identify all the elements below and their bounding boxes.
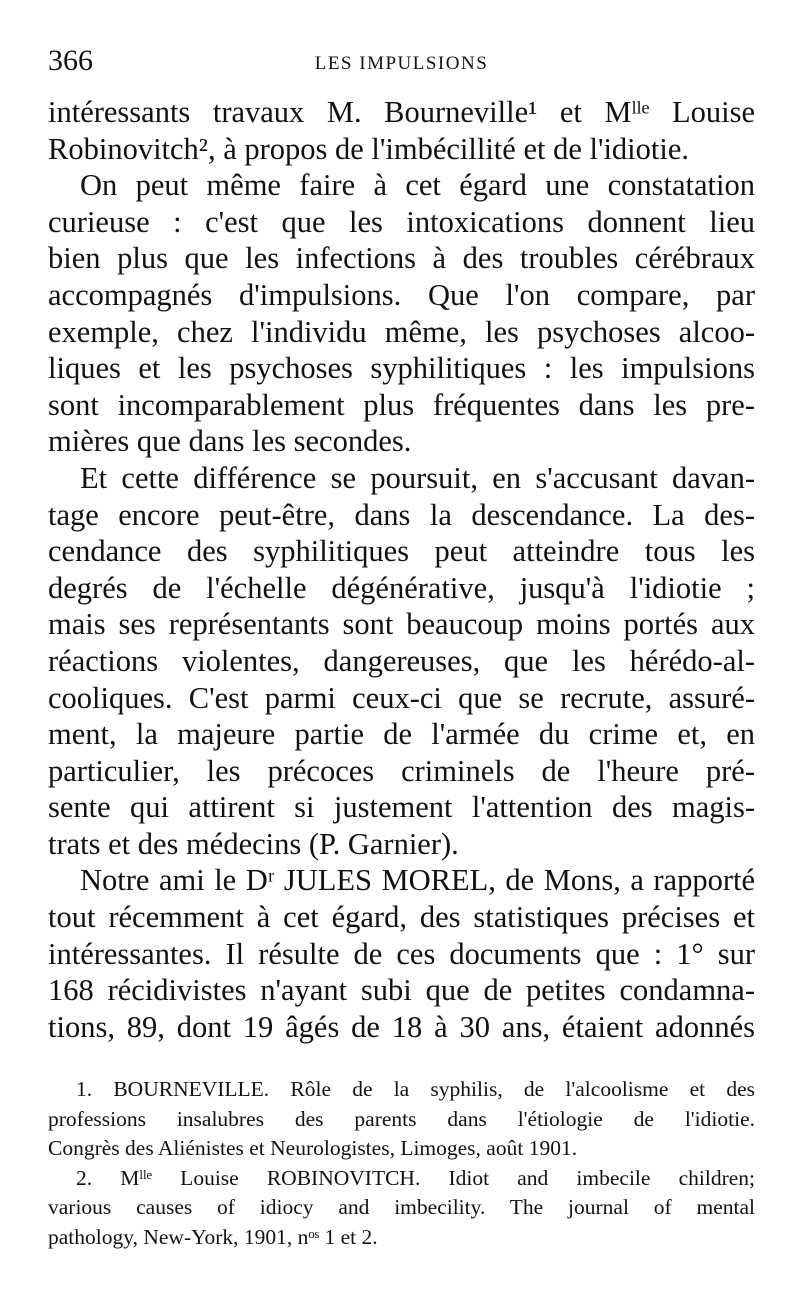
text-line: liques et les psychoses syphilitiques : les impulsions xyxy=(48,351,755,386)
running-head: LES IMPULSIONS xyxy=(314,53,489,74)
text-line: sont incomparablement plus fréquentes dans les pre- xyxy=(48,387,755,422)
text-line: intéressants travaux M. Bourneville¹ et Mˡˡᵉ Louise xyxy=(48,95,755,129)
text-line: mières que dans les secondes. xyxy=(48,424,412,459)
text-line: cooliques. C'est parmi ceux-ci que se recrute, assuré- xyxy=(48,680,755,715)
footnote-line: various causes of idiocy and imbecility. The journal of mental xyxy=(48,1195,755,1219)
text-line: sente qui attirent si justement l'attention des magis- xyxy=(48,790,755,825)
text-line: trats et des médecins (P. Garnier). xyxy=(48,826,459,861)
text-line: Notre ami le Dʳ JULES MOREL, de Mons, a rapporté xyxy=(80,863,755,898)
text-line: curieuse : c'est que les intoxications donnent lieu xyxy=(48,204,755,239)
text-line: ment, la majeure partie de l'armée du crime et, en xyxy=(48,717,755,752)
text-line: accompagnés d'impulsions. Que l'on compare, par xyxy=(48,277,755,312)
footnote-line: 1. BOURNEVILLE. Rôle de la syphilis, de l'alcoolisme et des xyxy=(76,1077,755,1101)
page-number: 366 xyxy=(48,44,93,77)
text-line: tage encore peut-être, dans la descendance. La des- xyxy=(48,497,755,532)
text-line: mais ses représentants sont beaucoup moins portés aux xyxy=(48,607,755,642)
text-line: degrés de l'échelle dégénérative, jusqu'à l'idiotie ; xyxy=(48,570,755,605)
text-line: exemple, chez l'individu même, les psychoses alcoo- xyxy=(48,314,755,349)
page-header xyxy=(48,44,755,84)
text-line: cendance des syphilitiques peut atteindre tous les xyxy=(48,534,755,569)
text-line: tout récemment à cet égard, des statistiques précises et xyxy=(48,900,755,935)
text-line: intéressantes. Il résulte de ces documents que : 1° sur xyxy=(48,936,755,971)
text-line: réactions violentes, dangereuses, que les hérédo-al- xyxy=(48,643,755,678)
footnote-line: Congrès des Aliénistes et Neurologistes, Limoges, août 1901. xyxy=(48,1136,578,1160)
text-line: particulier, les précoces criminels de l'heure pré- xyxy=(48,753,755,788)
text-line: Robinovitch², à propos de l'imbécillité et de l'idiotie. xyxy=(48,131,690,166)
footnotes xyxy=(48,1075,755,1252)
text-line: bien plus que les infections à des troubles cérébraux xyxy=(48,241,755,276)
text-line: On peut même faire à cet égard une constatation xyxy=(80,168,755,203)
footnote-line: pathology, New-York, 1901, nᵒˢ 1 et 2. xyxy=(48,1224,378,1249)
footnote-line: 2. Mˡˡᵉ Louise ROBINOVITCH. Idiot and imbecile children; xyxy=(76,1165,755,1190)
body-text xyxy=(48,94,755,1045)
text-line: Et cette différence se poursuit, en s'accusant davan- xyxy=(80,460,755,495)
text-line: tions, 89, dont 19 âgés de 18 à 30 ans, étaient adonnés xyxy=(48,1009,755,1044)
footnote-line: professions insalubres des parents dans l'étiologie de l'idiotie. xyxy=(48,1106,755,1131)
text-line: 168 récidivistes n'ayant subi que de petites condamna- xyxy=(48,973,755,1008)
